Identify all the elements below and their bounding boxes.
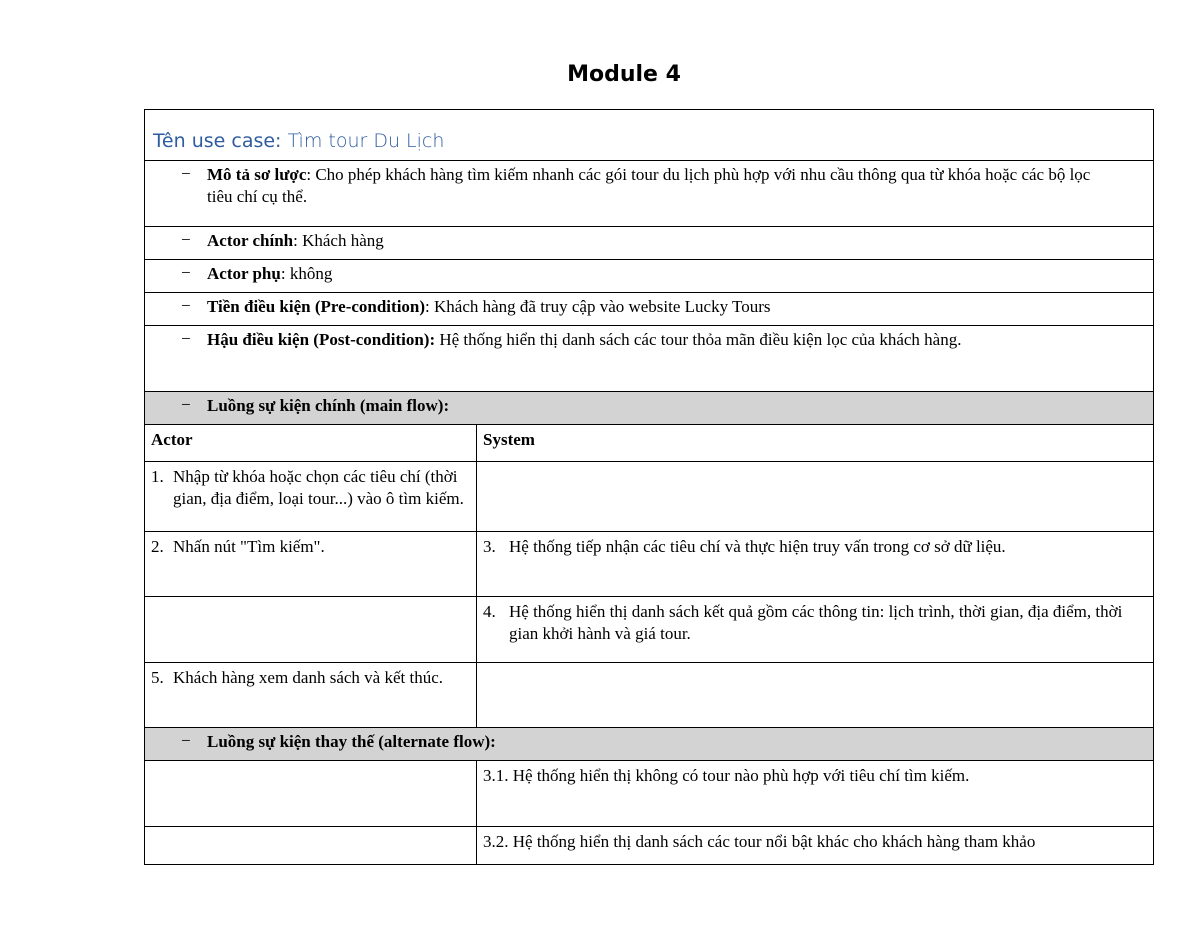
postcondition-value: Hệ thống hiển thị danh sách các tour thỏa mãn điều kiện lọc của khách hàng. [435,330,962,349]
column-header-system-text: System [483,430,535,449]
actor-step [145,462,477,531]
bullet: − [181,395,191,414]
description-text [207,164,1109,208]
description-label: Mô tả sơ lược [207,165,307,184]
actor-step [145,532,477,596]
system-step [477,663,1153,727]
step-number: 3. [483,537,496,556]
postcondition-label: Hậu điều kiện (Post-condition): [207,330,436,349]
column-header-actor-text: Actor [151,430,193,449]
table-row [144,662,1154,727]
step-number: 5. [151,668,164,687]
system-step [477,532,1153,596]
bullet: − [181,230,191,249]
bullet: − [181,731,191,750]
table-row [144,461,1154,531]
actor-main-label: Actor chính [207,231,294,250]
actor-step [145,663,477,727]
bullet: − [181,329,191,348]
actor-step [145,761,477,826]
use-case-label: Tên use case: [153,130,282,152]
bullet: − [181,263,191,282]
alt-flow-heading [207,731,1109,753]
step-text: Nhập từ khóa hoặc chọn các tiêu chí (thời gian, địa điểm, loại tour...) vào ô tìm kiếm. [173,467,464,508]
actor-sub-text [207,263,1109,285]
alt-flow-heading-text: Luồng sự kiện thay thế (alternate flow): [207,732,496,751]
actor-main-row [144,226,1154,259]
table-row [144,596,1154,662]
alt-flow-heading-row [144,727,1154,760]
precondition-label: Tiền điều kiện (Pre-condition) [207,297,426,316]
actor-main-value: : Khách hàng [293,231,384,250]
actor-main-text [207,230,1109,252]
use-case-name [153,130,444,152]
bullet: − [181,296,191,315]
precondition-row [144,292,1154,325]
table-row [144,760,1154,826]
system-step [477,597,1153,662]
table-row [144,531,1154,596]
actor-step [145,597,477,662]
postcondition-row [144,325,1154,391]
use-case-value: Tìm tour Du Lịch [287,130,445,152]
step-text: Hệ thống tiếp nhận các tiêu chí và thực hiện truy vấn trong cơ sở dữ liệu. [509,537,1006,556]
precondition-value: : Khách hàng đã truy cập vào website Lucky Tours [425,297,771,316]
table-row [144,826,1154,865]
column-header-system [477,425,1153,461]
column-header-actor [145,425,477,461]
actor-sub-value: : không [280,264,333,283]
system-step: 3.1. Hệ thống hiển thị không có tour nào phù hợp với tiêu chí tìm kiếm. [483,766,970,785]
page-title: Module 4 [567,62,681,87]
actor-sub-row [144,259,1154,292]
precondition-text [207,296,1109,318]
description-value: : Cho phép khách hàng tìm kiếm nhanh các gói tour du lịch phù hợp với nhu cầu thông qua từ khóa hoặc các bộ lọc tiêu chí cụ thể. [207,165,1091,206]
flow-column-headers [144,424,1154,461]
main-flow-heading-row [144,391,1154,424]
step-text: Nhấn nút "Tìm kiếm". [173,537,325,556]
actor-step [145,827,477,864]
system-step [477,462,1153,531]
step-text: Hệ thống hiển thị danh sách kết quả gồm các thông tin: lịch trình, thời gian, địa điểm, thời gian khởi hành và giá tour. [509,602,1123,643]
bullet: − [181,164,191,183]
main-flow-heading-text: Luồng sự kiện chính (main flow): [207,396,450,415]
actor-sub-label: Actor phụ [207,264,281,283]
use-case-table [144,109,1154,865]
step-number: 4. [483,602,496,621]
description-row [144,160,1154,226]
use-case-name-row [144,109,1154,160]
postcondition-text [207,329,1109,351]
step-text: Khách hàng xem danh sách và kết thúc. [173,668,444,687]
main-flow-heading [207,395,1109,417]
step-number: 2. [151,537,164,556]
step-number: 1. [151,467,164,486]
system-step: 3.2. Hệ thống hiển thị danh sách các tour nổi bật khác cho khách hàng tham khảo [483,832,1036,851]
